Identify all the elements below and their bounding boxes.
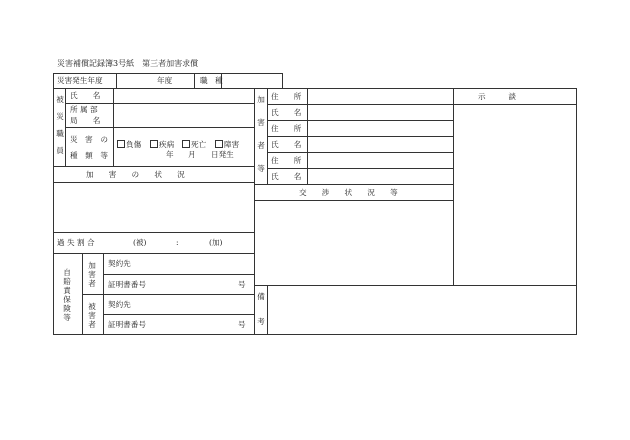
date-month-label: 月 [188,150,196,159]
rule [103,274,254,275]
perp-address-label-1: 住 所 [271,92,302,101]
perpetrator-label: 加 害 者 等 [257,95,265,173]
date-day-label: 日発生 [211,150,234,159]
kagai-jokyo-heading: 加 害 の 状 況 [86,170,185,179]
kashitsu-hi: (被) [133,238,147,247]
perp-address-label-2: 住 所 [271,124,302,133]
perp-name-label-1: 氏 名 [271,108,302,117]
shidan-heading: 示 談 [478,92,516,101]
victim-name-label: 氏 名 [70,91,101,100]
rule [53,253,254,254]
checkbox-disability[interactable] [215,140,223,148]
victim-dept-label-2: 局 名 [70,116,101,125]
rule [267,285,268,335]
rule [576,88,577,335]
kashitsu-colon: : [176,238,179,247]
rule [453,104,577,105]
rule [267,136,453,137]
perp-name-label-2: 氏 名 [271,140,302,149]
victim-contract-label: 契約先 [108,300,131,309]
rule [53,166,254,167]
rule [53,88,577,89]
rule [267,104,453,105]
rule [116,73,117,88]
rule [254,285,577,286]
jibaiseki-label: 自 賠 責 保 険 等 [63,268,71,322]
rule [453,88,454,285]
rule [53,232,254,233]
disaster-type-label-1: 災 害 の [70,135,108,144]
rule [254,184,453,185]
option-death[interactable]: 死亡 [182,140,206,149]
kashitsu-ka: (加) [209,238,223,247]
perp-name-label-3: 氏 名 [271,172,302,181]
shokushu-label: 職 種 [200,76,223,85]
rule [53,73,54,335]
option-injury[interactable]: 負傷 [117,140,141,149]
rule [267,168,453,169]
rule [103,314,254,315]
rule [65,127,254,128]
rule [53,182,254,183]
rule [53,334,577,335]
rule [282,73,283,88]
rule [53,73,283,74]
victim-cert-go: 号 [238,320,246,329]
rule [194,73,195,88]
disaster-type-label-2: 種 類 等 [70,151,108,160]
nendo-label: 年度 [157,76,173,85]
option-disease[interactable]: 疾病 [150,140,174,149]
kashitsu-label: 過 失 割 合 [57,238,95,247]
rule [254,88,255,335]
perp-contract-label: 契約先 [108,259,131,268]
jibaiseki-victim-label: 被 害 者 [88,302,96,329]
date-year-label: 年 [166,150,174,159]
rule [267,152,453,153]
year-label: 災害発生年度 [57,76,103,85]
jibaiseki-perp-label: 加 害 者 [88,261,96,288]
biko-label: 備 考 [257,292,265,326]
perp-address-label-3: 住 所 [271,156,302,165]
rule [267,120,453,121]
victim-cert-label: 証明書番号 [108,320,146,329]
perp-cert-go: 号 [238,280,246,289]
checkbox-injury[interactable] [117,140,125,148]
rule [82,294,254,295]
victim-label: 被 災 職 員 [56,95,64,155]
checkbox-disease[interactable] [150,140,158,148]
kosho-jokyo-heading: 交 渉 状 況 等 [299,188,398,197]
checkbox-death[interactable] [182,140,190,148]
victim-dept-label-1: 所 属 部 [70,105,98,114]
document-title: 災害補償記録簿3号紙 第三者加害求償 [57,59,199,68]
perp-cert-label: 証明書番号 [108,280,146,289]
rule [254,200,453,201]
option-disability[interactable]: 障害 [215,140,239,149]
rule [65,103,254,104]
